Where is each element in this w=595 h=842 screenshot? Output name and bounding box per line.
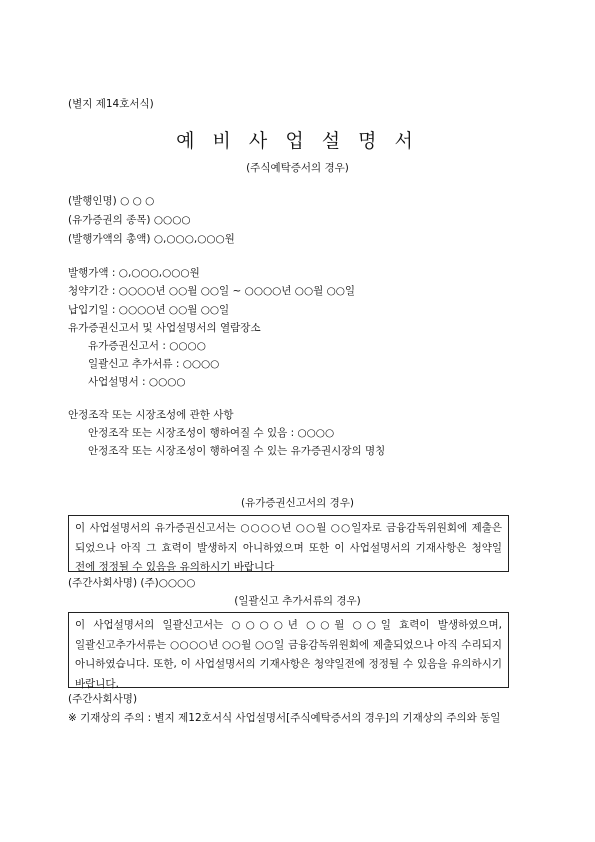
document-title: 예 비 사 업 설 명 서 — [176, 130, 419, 152]
registration-underwriter: (주간사회사명) (주)○○○○ — [68, 577, 196, 589]
subscription-period: 청약기간 : ○○○○년 ○○월 ○○일 ~ ○○○○년 ○○월 ○○일 — [68, 285, 356, 297]
shelf-notice-box: 이 사업설명서의 일괄신고서는 ○○○○년 ○○월 ○○일 효력이 발생하였으며, 일괄신고추가서류는 ○○○○년 ○○월 ○○일 금융감독위원회에 제출되었으나 아직 수리되지 아니하였습니다. 또한, 이 사업설명서의 기재사항은 청약일전에 정정될 수 있음을 유의하시기 바랍니다. — [68, 612, 509, 688]
stabilization-market: 안정조작 또는 시장조성이 행하여질 수 있는 유가증권시장의 명칭 — [88, 445, 386, 457]
issuer-name: (발행인명) ○ ○ ○ — [68, 195, 155, 207]
stabilization-heading: 안정조작 또는 시장조성에 관한 사항 — [68, 409, 234, 421]
registration-notice-box: 이 사업설명서의 유가증권신고서는 ○○○○년 ○○월 ○○일자로 금융감독위원회에 제출은 되었으나 아직 그 효력이 발생하지 아니하였으며 또한 이 사업설명서의 기재사항은 청약일 전에 정정될 수 있음을 유의하시기 바랍니다 — [68, 515, 509, 572]
payment-date: 납입기일 : ○○○○년 ○○월 ○○일 — [68, 304, 230, 316]
issue-price: 발행가액 : ○,○○○,○○○원 — [68, 267, 200, 279]
shelf-section-heading: (일괄신고 추가서류의 경우) — [234, 595, 361, 607]
viewing-places-heading: 유가증권신고서 및 사업설명서의 열람장소 — [68, 322, 261, 334]
form-number-label: (별지 제14호서식) — [68, 98, 154, 110]
document-subtitle: (주식예탁증서의 경우) — [246, 162, 349, 174]
stabilization-item: 안정조작 또는 시장조성이 행하여질 수 있음 : ○○○○ — [88, 427, 335, 439]
viewing-place-shelf-docs: 일괄신고 추가서류 : ○○○○ — [88, 358, 220, 370]
shelf-underwriter: (주간사회사명) — [68, 693, 138, 705]
total-issue-amount: (발행가액의 총액) ○,○○○,○○○원 — [68, 233, 235, 245]
security-type: (유가증권의 종목) ○○○○ — [68, 214, 191, 226]
footnote: ※ 기재상의 주의 : 별지 제12호서식 사업설명서[주식예탁증서의 경우]의 기재상의 주의와 동일 — [68, 712, 501, 724]
viewing-place-registration: 유가증권신고서 : ○○○○ — [88, 340, 206, 352]
registration-section-heading: (유가증권신고서의 경우) — [241, 497, 354, 509]
viewing-place-prospectus: 사업설명서 : ○○○○ — [88, 376, 186, 388]
